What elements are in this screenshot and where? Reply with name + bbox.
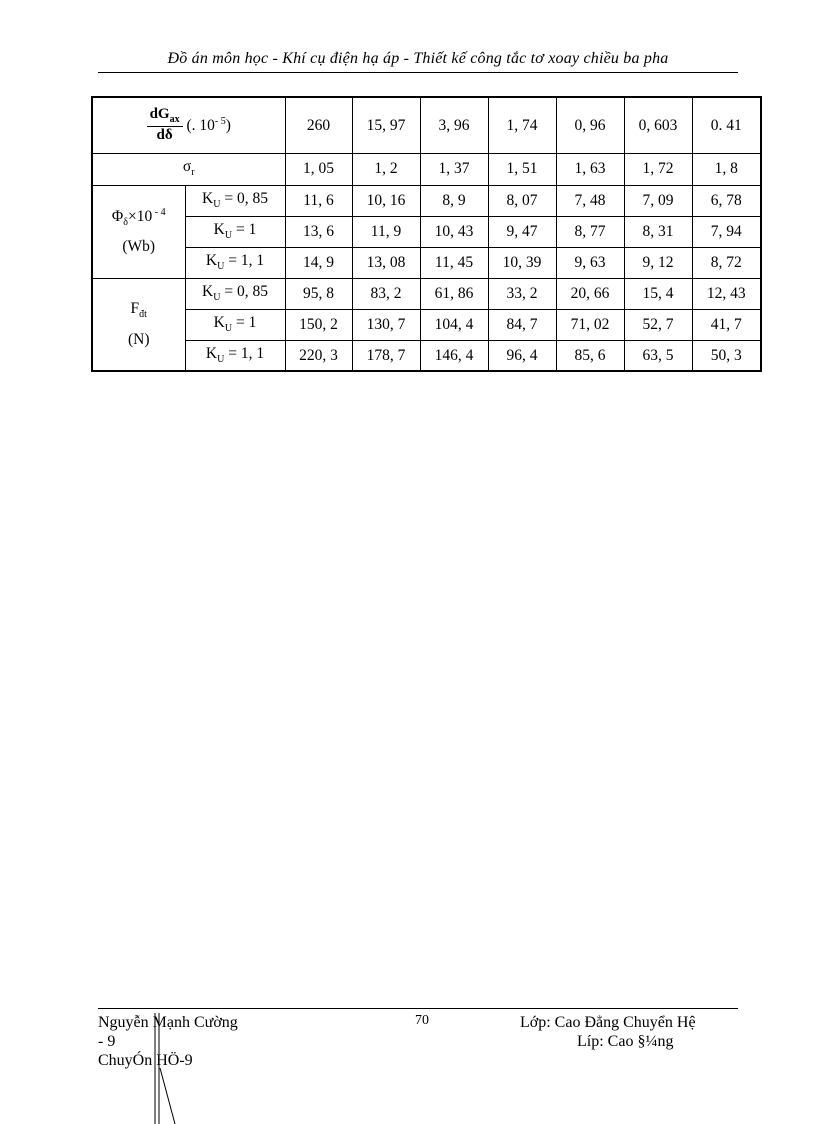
footer-class-line1: Lớp: Cao Đẳng Chuyển Hệ: [520, 1014, 696, 1031]
margin-line-mark: [150, 1008, 190, 1124]
table-cell: 95, 8: [285, 278, 352, 309]
table-cell: 11, 45: [420, 247, 488, 278]
dg-fraction: $\frac{dG_{ax}}{d\delta}$: [147, 106, 183, 144]
table-cell: 20, 66: [556, 278, 624, 309]
table-cell: 71, 02: [556, 309, 624, 340]
table-cell: 7, 94: [692, 216, 761, 247]
table-cell: 1, 74: [488, 97, 556, 153]
table-cell: 8, 9: [420, 185, 488, 216]
table-cell: 13, 6: [285, 216, 352, 247]
footer-author: Nguyễn Mạnh Cường: [98, 1014, 238, 1031]
sigma-label-cell: $\sigma_r$: [92, 153, 285, 185]
data-table: [91, 96, 762, 372]
table-cell: 33, 2: [488, 278, 556, 309]
table-cell: 8, 77: [556, 216, 624, 247]
table-cell: 13, 08: [352, 247, 420, 278]
table-cell: 9, 12: [624, 247, 692, 278]
force-label-cell: $F_{đt}$ (N): [92, 278, 185, 371]
table-cell: 9, 63: [556, 247, 624, 278]
dg-multiplier: (. $10^{- 5}$): [186, 115, 231, 135]
table-row-force-3: [92, 340, 761, 371]
dg-label-cell: [92, 97, 285, 153]
table-cell: 10, 16: [352, 185, 420, 216]
table-cell: 7, 09: [624, 185, 692, 216]
table-cell: 0, 96: [556, 97, 624, 153]
table-cell: 1, 8: [692, 153, 761, 185]
table-cell: 8, 31: [624, 216, 692, 247]
table-cell: 0, 603: [624, 97, 692, 153]
k-label-cell: $K_U = 1$, 1: [185, 340, 285, 371]
table-cell: 1, 37: [420, 153, 488, 185]
k-label-cell: $K_U = 1$, 1: [185, 247, 285, 278]
force-unit: (N): [127, 330, 150, 348]
table-cell: 84, 7: [488, 309, 556, 340]
table-cell: 85, 6: [556, 340, 624, 371]
footer-divider: [98, 1008, 738, 1009]
table-cell: 11, 9: [352, 216, 420, 247]
table-cell: 130, 7: [352, 309, 420, 340]
table-cell: 150, 2: [285, 309, 352, 340]
table-cell: 11, 6: [285, 185, 352, 216]
table-cell: 0. 41: [692, 97, 761, 153]
table-cell: 178, 7: [352, 340, 420, 371]
table-cell: 83, 2: [352, 278, 420, 309]
table-cell: 15, 4: [624, 278, 692, 309]
table-row-force-1: [92, 278, 761, 309]
table-cell: 14, 9: [285, 247, 352, 278]
table-row-phi-2: [92, 216, 761, 247]
table-cell: 9, 47: [488, 216, 556, 247]
footer-class-block: [520, 1013, 750, 1051]
table-row-phi-3: [92, 247, 761, 278]
footer-author-line3: ChuyÓn HÖ-9: [98, 1052, 193, 1069]
table-cell: 41, 7: [692, 309, 761, 340]
table-cell: 3, 96: [420, 97, 488, 153]
page-number: 70: [415, 1013, 429, 1028]
table-cell: 1, 63: [556, 153, 624, 185]
header-divider: [98, 72, 738, 73]
footer-author-line2: - 9: [98, 1033, 116, 1050]
phi-unit: (Wb): [122, 237, 156, 255]
table-row-dg: [92, 97, 761, 153]
table-cell: 15, 97: [352, 97, 420, 153]
table-cell: 10, 39: [488, 247, 556, 278]
table-cell: 1, 51: [488, 153, 556, 185]
phi-label-cell: $\Phi_\delta\times 10$ $^{- 4}$ (Wb): [92, 185, 185, 278]
k-label-cell: $K_U = 1$: [185, 309, 285, 340]
table-row-sigma: [92, 153, 761, 185]
k-label-cell: $K_U = 0$, 85: [185, 278, 285, 309]
table-cell: 7, 48: [556, 185, 624, 216]
table-cell: 1, 2: [352, 153, 420, 185]
table-cell: 10, 43: [420, 216, 488, 247]
table-cell: 220, 3: [285, 340, 352, 371]
k-label-cell: $K_U = 0$, 85: [185, 185, 285, 216]
table-cell: 12, 43: [692, 278, 761, 309]
table-cell: 146, 4: [420, 340, 488, 371]
page-header-title: Đồ án môn học - Khí cụ điện hạ áp - Thiết kế công tắc tơ xoay chiều ba pha: [167, 50, 669, 67]
table-cell: 8, 07: [488, 185, 556, 216]
footer-class-line2: Líp: Cao §¼ng: [577, 1033, 674, 1050]
table-cell: 104, 4: [420, 309, 488, 340]
table-cell: 63, 5: [624, 340, 692, 371]
table-cell: 50, 3: [692, 340, 761, 371]
table-cell: 260: [285, 97, 352, 153]
table-cell: 61, 86: [420, 278, 488, 309]
table-cell: 52, 7: [624, 309, 692, 340]
table-cell: 96, 4: [488, 340, 556, 371]
table-cell: 6, 78: [692, 185, 761, 216]
footer-author-block: [98, 1013, 288, 1070]
table-row-force-2: [92, 309, 761, 340]
table-row-phi-1: [92, 185, 761, 216]
table-cell: 1, 72: [624, 153, 692, 185]
table-cell: 8, 72: [692, 247, 761, 278]
k-label-cell: $K_U = 1$: [185, 216, 285, 247]
table-cell: 1, 05: [285, 153, 352, 185]
